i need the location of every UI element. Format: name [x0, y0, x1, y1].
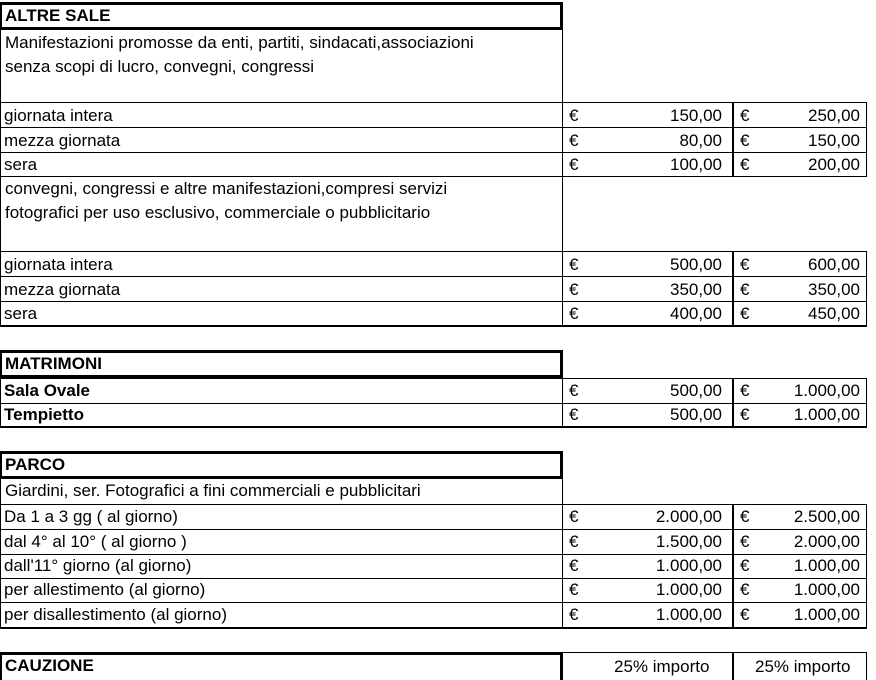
price-cell: 1.000,00 [655, 580, 722, 599]
price-cell: 1.000,00 [655, 556, 722, 575]
cauzione-value-1: 25% importo [614, 657, 710, 676]
row-label: mezza giornata [4, 131, 121, 150]
row-label: dall'11° giorno (al giorno) [4, 556, 192, 575]
euro-symbol: € [569, 381, 579, 400]
price-cell: 500,00 [670, 381, 722, 400]
euro-symbol: € [740, 304, 750, 323]
section-title-matrimoni: MATRIMONI [0, 350, 563, 378]
price-cell: 100,00 [670, 155, 722, 174]
price-cell: 400,00 [670, 304, 722, 323]
euro-symbol: € [569, 255, 579, 274]
row-label: sera [4, 155, 38, 174]
row-label: Sala Ovale [4, 381, 91, 400]
row-label: Da 1 a 3 gg ( al giorno) [4, 507, 178, 526]
price-cell: 1.000,00 [655, 605, 722, 624]
row-label: mezza giornata [4, 280, 121, 299]
euro-symbol: € [740, 532, 750, 551]
euro-symbol: € [740, 381, 750, 400]
price-cell: 2.000,00 [793, 532, 860, 551]
section-title-altre-sale: ALTRE SALE [0, 2, 563, 30]
altre-sale-group-1-rows [0, 102, 876, 177]
parco-description: Giardini, ser. Fotografici a fini commerciali e pubblicitari [0, 479, 563, 504]
altre-sale-group-2-rows [0, 251, 876, 327]
section-title-cauzione: CAUZIONE [0, 652, 563, 680]
price-cell: 1.000,00 [793, 381, 860, 400]
price-cell: 500,00 [670, 255, 722, 274]
description-line: Manifestazioni promosse da enti, partiti, sindacati,associazioni [5, 33, 474, 52]
euro-symbol: € [740, 131, 750, 150]
price-cell: 150,00 [670, 106, 722, 125]
euro-symbol: € [569, 605, 579, 624]
euro-symbol: € [740, 155, 750, 174]
euro-symbol: € [740, 507, 750, 526]
price-cell: 2.500,00 [793, 507, 860, 526]
row-label: per disallestimento (al giorno) [4, 605, 227, 624]
matrimoni-rows [0, 378, 876, 428]
euro-symbol: € [740, 605, 750, 624]
price-cell: 350,00 [808, 280, 860, 299]
euro-symbol: € [569, 556, 579, 575]
euro-symbol: € [569, 405, 579, 424]
description-line: fotografici per uso esclusivo, commerciale o pubblicitario [5, 203, 431, 222]
row-label: dal 4° al 10° ( al giorno ) [4, 532, 187, 551]
row-label: giornata intera [4, 255, 113, 274]
description-line: convegni, congressi e altre manifestazioni,compresi servizi [5, 179, 448, 198]
price-cell: 1.000,00 [793, 580, 860, 599]
euro-symbol: € [569, 131, 579, 150]
parco-rows [0, 504, 876, 629]
euro-symbol: € [569, 280, 579, 299]
price-cell: 200,00 [808, 155, 860, 174]
row-label: sera [4, 304, 38, 323]
altre-sale-description-1 [0, 30, 563, 102]
euro-symbol: € [740, 280, 750, 299]
euro-symbol: € [569, 106, 579, 125]
euro-symbol: € [569, 507, 579, 526]
euro-symbol: € [740, 580, 750, 599]
price-cell: 1.000,00 [793, 556, 860, 575]
euro-symbol: € [740, 255, 750, 274]
price-cell: 150,00 [808, 131, 860, 150]
price-cell: 80,00 [679, 131, 722, 150]
description-line: senza scopi di lucro, convegni, congressi [5, 57, 314, 76]
price-cell: 350,00 [670, 280, 722, 299]
price-cell: 1.500,00 [655, 532, 722, 551]
euro-symbol: € [740, 106, 750, 125]
euro-symbol: € [569, 580, 579, 599]
euro-symbol: € [569, 155, 579, 174]
euro-symbol: € [740, 556, 750, 575]
euro-symbol: € [740, 405, 750, 424]
price-cell: 500,00 [670, 405, 722, 424]
row-label: per allestimento (al giorno) [4, 580, 206, 599]
altre-sale-description-2 [0, 176, 563, 251]
row-label: giornata intera [4, 106, 113, 125]
price-cell: 600,00 [808, 255, 860, 274]
section-title-parco: PARCO [0, 451, 563, 479]
cauzione-value-2: 25% importo [755, 657, 851, 676]
price-cell: 1.000,00 [793, 405, 860, 424]
cauzione-values [562, 652, 876, 680]
euro-symbol: € [569, 532, 579, 551]
euro-symbol: € [569, 304, 579, 323]
price-cell: 2.000,00 [655, 507, 722, 526]
price-cell: 1.000,00 [793, 605, 860, 624]
row-label: Tempietto [4, 405, 84, 424]
price-cell: 250,00 [808, 106, 860, 125]
price-cell: 450,00 [808, 304, 860, 323]
